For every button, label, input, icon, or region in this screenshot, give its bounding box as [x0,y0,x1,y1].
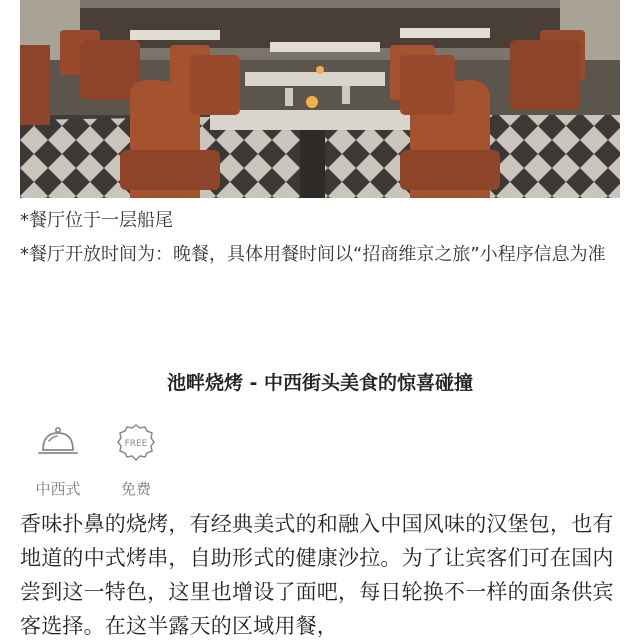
feature-cuisine [26,420,90,499]
cloche-icon [36,420,80,464]
free-badge-icon [114,420,158,464]
restaurant-notes [20,204,620,272]
free-badge-text: FREE [124,439,148,449]
restaurant-photo [20,0,620,198]
note-hours: *餐厅开放时间为：晚餐，具体用餐时间以“招商维京之旅”小程序信息为准 [20,244,606,265]
restaurant-scene-image [20,0,620,198]
note-location: *餐厅位于一层船尾 [20,210,173,231]
feature-label-cuisine: 中西式 [35,480,81,498]
section-description: 香味扑鼻的烧烤，有经典美式的和融入中国风味的汉堡包，也有地道的中式烤串，自助形式的健康沙拉。为了让宾客们可在国内尝到这一特色，这里也增设了面吧，每日轮换不一样的面条供宾客选择。在这半露天的区域用餐， [20,512,614,638]
feature-price [104,420,168,499]
section-title: 池畔烧烤 - 中西街头美食的惊喜碰撞 [166,372,474,394]
feature-label-price: 免费 [120,480,151,498]
feature-tags [26,420,168,499]
